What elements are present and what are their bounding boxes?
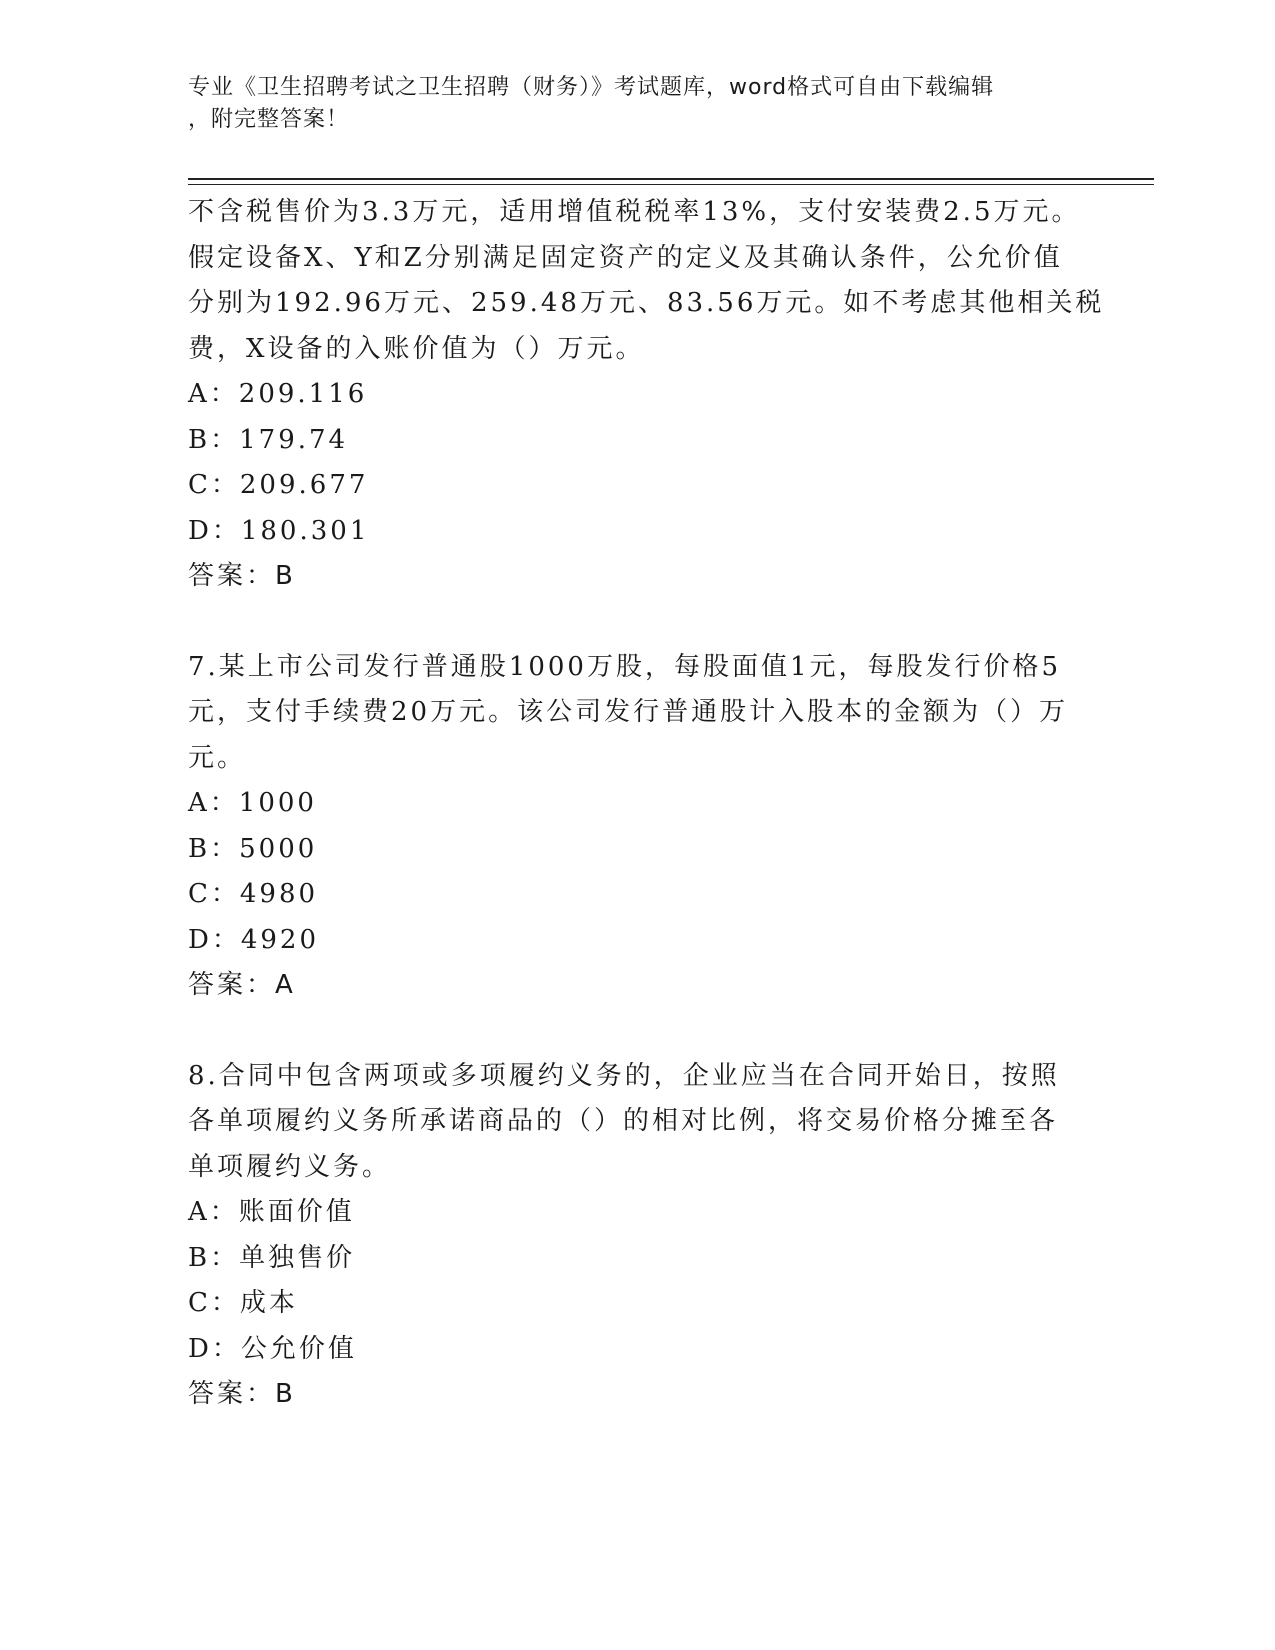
question-text-line: 8.合同中包含两项或多项履约义务的，企业应当在合同开始日，按照 xyxy=(188,1060,1060,1091)
option-b: B：5000 xyxy=(188,833,318,864)
header-line-1: 专业《卫生招聘考试之卫生招聘（财务）》考试题库，word格式可自由下载编辑 xyxy=(188,75,995,100)
option-d: D：4920 xyxy=(188,924,320,955)
header-line-2: ，附完整答案！ xyxy=(188,107,350,132)
answer: 答案：A xyxy=(188,970,296,1000)
question-6 xyxy=(188,190,1105,600)
question-text-line: 元，支付手续费20万元。该公司发行普通股计入股本的金额为（）万 xyxy=(188,697,1069,727)
option-b: B：179.74 xyxy=(188,424,349,455)
question-8 xyxy=(188,1054,1088,1418)
question-text-line: 7.某上市公司发行普通股1000万股，每股面值1元，每股发行价格5 xyxy=(188,651,1062,682)
question-content xyxy=(188,190,1105,1418)
question-text-line: 各单项履约义务所承诺商品的（）的相对比例，将交易价格分摊至各 xyxy=(188,1106,1059,1136)
document-header xyxy=(188,72,1068,136)
question-text-line: 元。 xyxy=(188,742,247,773)
question-text-line: 费，X设备的入账价值为（）万元。 xyxy=(188,333,645,364)
option-b: B：单独售价 xyxy=(188,1242,356,1273)
question-text-line: 分别为192.96万元、259.48万元、83.56万元。如不考虑其他相关税 xyxy=(188,288,1105,318)
question-text-line: 单项履约义务。 xyxy=(188,1151,392,1182)
header-divider-thick xyxy=(188,178,1154,180)
answer: 答案：B xyxy=(188,561,296,591)
answer: 答案：B xyxy=(188,1379,296,1409)
question-7 xyxy=(188,645,1088,1009)
option-a: A：209.116 xyxy=(188,379,368,409)
header-divider-thin xyxy=(188,184,1154,185)
option-c: C：成本 xyxy=(188,1288,298,1318)
question-text-line: 假定设备X、Y和Z分别满足固定资产的定义及其确认条件，公允价值 xyxy=(188,242,1063,273)
option-d: D：公允价值 xyxy=(188,1333,357,1364)
option-d: D：180.301 xyxy=(188,515,370,546)
spacer xyxy=(188,600,1088,645)
option-c: C：209.677 xyxy=(188,470,369,500)
question-text-line: 不含税售价为3.3万元，适用增值税税率13%，支付安装费2.5万元。 xyxy=(188,197,1081,227)
option-a: A：1000 xyxy=(188,788,317,818)
option-c: C：4980 xyxy=(188,879,319,909)
spacer xyxy=(188,1009,1088,1054)
option-a: A：账面价值 xyxy=(188,1197,355,1227)
